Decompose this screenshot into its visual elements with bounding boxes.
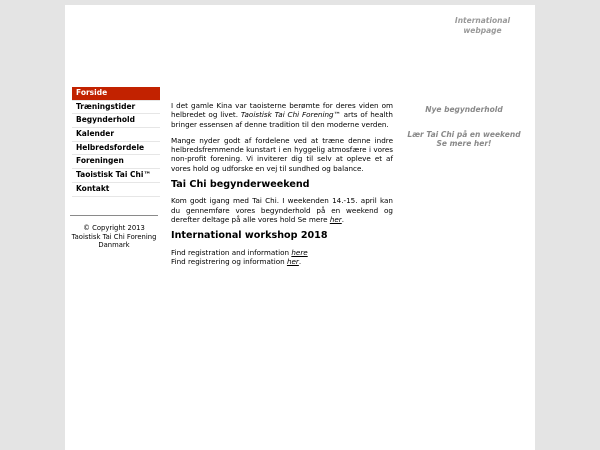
beginner-weekend-link[interactable]: her [329, 214, 342, 224]
main-navigation [72, 87, 160, 197]
nav-item-taoistisk-tai-chi[interactable]: Taoistisk Tai Chi™ [72, 169, 160, 183]
main-content [171, 101, 393, 266]
nav-item-begynderhold[interactable]: Begynderhold [72, 114, 160, 128]
international-line-1[interactable]: International [454, 16, 511, 25]
beginner-weekend-paragraph [171, 196, 393, 224]
new-beginner-classes-link[interactable]: Nye begynderhold [425, 105, 503, 114]
nav-item-kontakt[interactable]: Kontakt [72, 183, 160, 197]
international-webpage-link[interactable] [450, 16, 515, 36]
weekend-promo-line-2[interactable]: Se mere her! [436, 139, 492, 148]
nav-item-traeningstider[interactable]: Træningstider [72, 101, 160, 115]
nav-item-helbredsfordele[interactable]: Helbredsfordele [72, 142, 160, 156]
intro-text-a: I det gamle Kina var taoisterne berømte for deres viden om helbredet og livet. [171, 101, 393, 120]
nav-item-kalender[interactable]: Kalender [72, 128, 160, 142]
workshop-text-english: Find registration and information [171, 247, 292, 257]
international-line-2[interactable]: webpage [463, 26, 502, 35]
copyright-notice [65, 224, 163, 250]
nav-item-foreningen[interactable]: Foreningen [72, 155, 160, 169]
copyright-line-3: Danmark [98, 241, 130, 250]
beginner-weekend-heading: Tai Chi begynderweekend [171, 179, 310, 191]
workshop-period-danish: . [298, 256, 302, 266]
beginner-weekend-text: Kom godt igang med Tai Chi. I weekenden 14.-15. april kan du gennemføre vores begynderhold på en weekend og derefter deltage på alle vores hold Se mere [171, 196, 393, 224]
workshop-link-danish[interactable]: her [286, 256, 299, 266]
workshop-line-english [171, 248, 393, 257]
beginner-weekend-period: . [341, 214, 345, 224]
nav-item-forside[interactable]: Forside [72, 87, 160, 101]
right-sidebar [405, 105, 523, 149]
sidebar-divider [70, 215, 158, 216]
intro-text-b: arts of health bringer essensen af denne tradition til den moderne verden. [171, 110, 393, 129]
intro-paragraph [171, 101, 393, 129]
workshop-link-english[interactable]: here [291, 247, 308, 257]
invitation-paragraph: Mange nyder godt af fordelene ved at træne denne indre helbredsfremmende kunstart i en hyggelig atmosfære i vores non-profit forening. Vi inviterer dig til selv at opleve et af vores hold og udforske en vej til sundhed og balance. [171, 135, 393, 173]
workshop-text-danish: Find registrering og information [171, 256, 287, 266]
intro-text-emphasis: Taoistisk Tai Chi Forening™ [240, 110, 341, 120]
copyright-line-2: Taoistisk Tai Chi Forening [71, 232, 157, 241]
international-workshop-heading: International workshop 2018 [171, 230, 328, 242]
copyright-line-1: © Copyright 2013 [83, 224, 145, 232]
weekend-promo-line-1[interactable]: Lær Tai Chi på en weekend [407, 129, 521, 139]
workshop-line-danish [171, 257, 393, 266]
page-container [65, 5, 535, 450]
